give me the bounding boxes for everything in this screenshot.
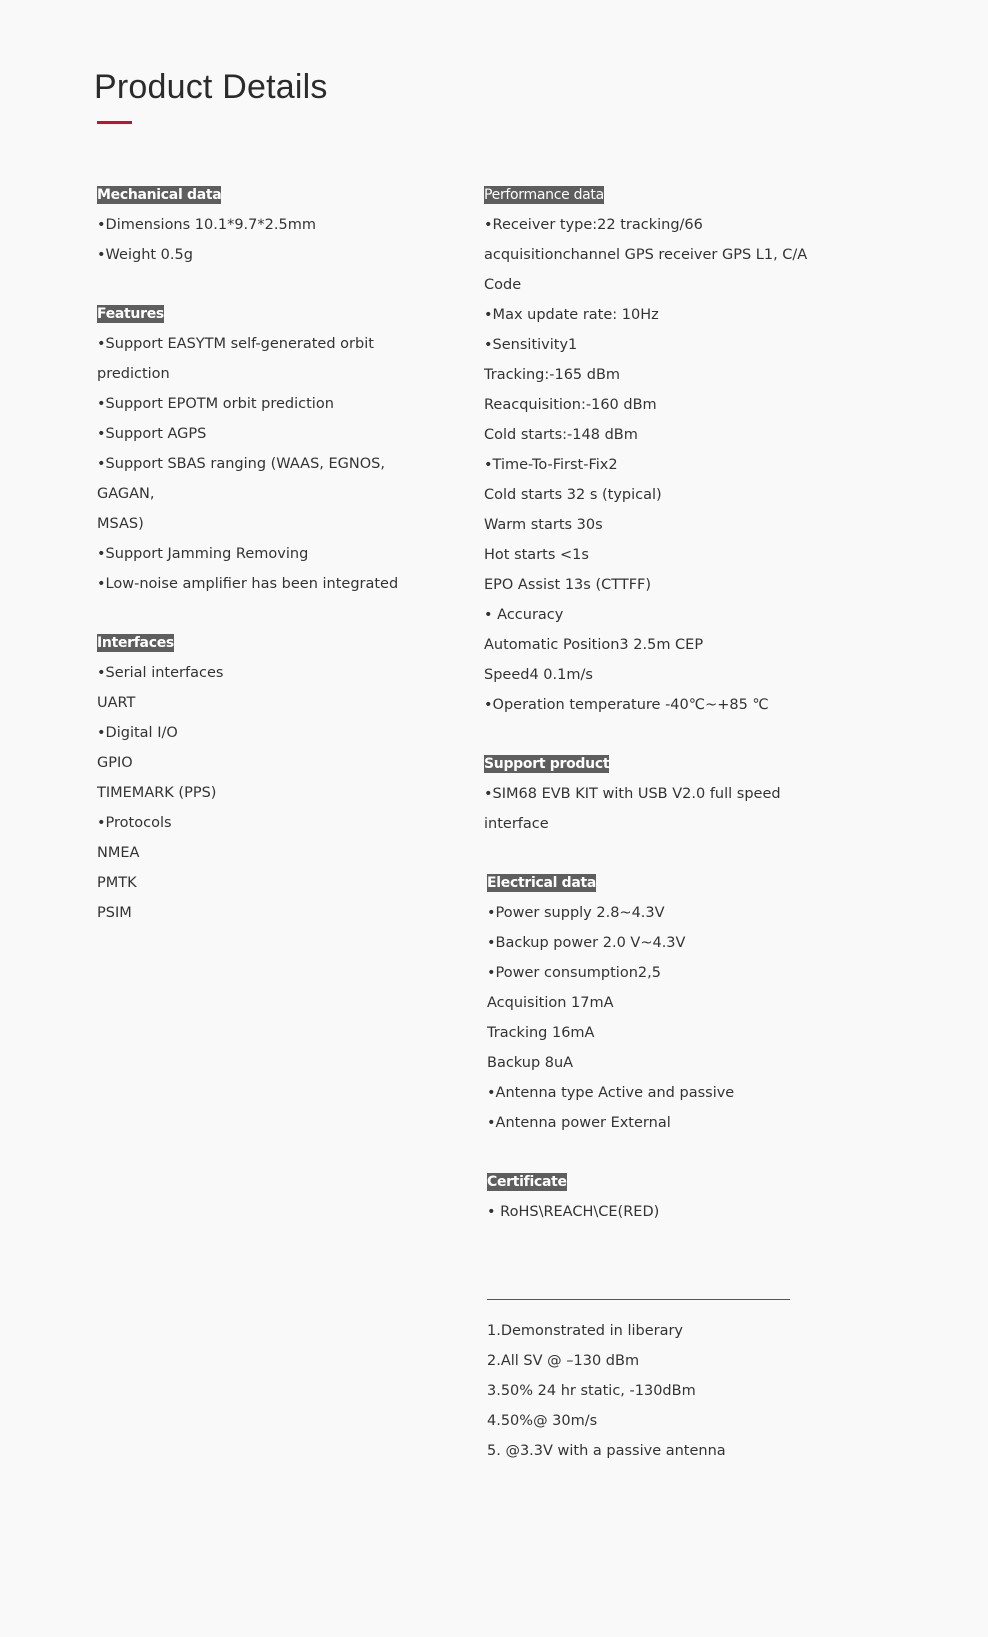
spec-line: Cold starts:-148 dBm (484, 427, 638, 443)
section-heading: Mechanical data (97, 187, 222, 203)
spec-line: •SIM68 EVB KIT with USB V2.0 full speed (484, 786, 781, 802)
spec-line: •Dimensions 10.1*9.7*2.5mm (97, 217, 316, 233)
spec-line: interface (484, 816, 549, 832)
spec-line: EPO Assist 13s (CTTFF) (484, 577, 652, 593)
spec-line: Warm starts 30s (484, 517, 603, 533)
spec-line: •Power consumption2,5 (487, 965, 661, 981)
footnote-line: 1.Demonstrated in liberary (487, 1323, 684, 1339)
page-title: Product Details (94, 68, 328, 106)
mechanical-data-section (97, 181, 427, 270)
spec-line: MSAS) (97, 516, 144, 532)
spec-line: Tracking:-165 dBm (484, 367, 621, 383)
spec-line: •Antenna power External (487, 1115, 671, 1131)
footnote-line: 5. @3.3V with a passive antenna (487, 1443, 726, 1459)
spec-line: •Max update rate: 10Hz (484, 307, 659, 323)
performance-data-section (484, 181, 808, 720)
spec-line: Tracking 16mA (487, 1025, 595, 1041)
title-accent-bar (97, 121, 132, 124)
spec-line: •Protocols (97, 815, 172, 831)
spec-line: • Accuracy (484, 607, 564, 623)
footnote-line: 2.All SV @ –130 dBm (487, 1353, 640, 1369)
footnote-line: 3.50% 24 hr static, -130dBm (487, 1383, 696, 1399)
spec-line: PSIM (97, 905, 132, 921)
spec-line: •Antenna type Active and passive (487, 1085, 735, 1101)
spec-line: Cold starts 32 s (typical) (484, 487, 662, 503)
spec-line: Hot starts <1s (484, 547, 589, 563)
section-heading: Certificate (487, 1174, 567, 1190)
electrical-data-section (484, 869, 804, 1138)
section-heading: Features (97, 306, 164, 322)
spec-line: •Support EASYTM self-generated orbit (97, 336, 374, 352)
right-column (484, 181, 808, 1496)
spec-line: PMTK (97, 875, 137, 891)
spec-line: Code (484, 277, 522, 293)
spec-line: •Weight 0.5g (97, 247, 193, 263)
spec-line: UART (97, 695, 136, 711)
section-heading: Support product (484, 756, 610, 772)
spec-line: •Support Jamming Removing (97, 546, 309, 562)
features-section (97, 300, 427, 599)
spec-line: TIMEMARK (PPS) (97, 785, 217, 801)
interfaces-section (97, 629, 427, 928)
spec-line: •Power supply 2.8~4.3V (487, 905, 665, 921)
spec-line: GAGAN, (97, 486, 155, 502)
spec-line: •Digital I/O (97, 725, 178, 741)
section-heading: Interfaces (97, 635, 174, 651)
spec-line: Reacquisition:-160 dBm (484, 397, 657, 413)
footnote-divider (487, 1299, 790, 1300)
spec-line: • RoHS\REACH\CE(RED) (487, 1204, 660, 1220)
spec-line: •Backup power 2.0 V~4.3V (487, 935, 686, 951)
section-heading: Performance data (484, 187, 604, 203)
left-column (97, 181, 427, 958)
spec-line: •Low-noise amplifier has been integrated (97, 576, 399, 592)
spec-line: •Time-To-First-Fix2 (484, 457, 618, 473)
spec-line: •Support SBAS ranging (WAAS, EGNOS, (97, 456, 385, 472)
spec-line: •Support AGPS (97, 426, 207, 442)
spec-line: •Support EPOTM orbit prediction (97, 396, 334, 412)
spec-line: •Receiver type:22 tracking/66 (484, 217, 703, 233)
certificate-section (484, 1168, 804, 1227)
spec-line: Backup 8uA (487, 1055, 574, 1071)
spec-line: Acquisition 17mA (487, 995, 614, 1011)
support-product-section (484, 750, 804, 839)
spec-line: Speed4 0.1m/s (484, 667, 593, 683)
footnotes-section (484, 1316, 804, 1466)
spec-line: •Serial interfaces (97, 665, 224, 681)
spec-line: Automatic Position3 2.5m CEP (484, 637, 704, 653)
spec-line: acquisitionchannel GPS receiver GPS L1, C/A (484, 247, 808, 263)
spec-line: •Operation temperature -40℃~+85 ℃ (484, 697, 769, 713)
spec-line: prediction (97, 366, 170, 382)
footnote-line: 4.50%@ 30m/s (487, 1413, 598, 1429)
spec-line: NMEA (97, 845, 140, 861)
section-heading: Electrical data (487, 875, 597, 891)
spec-line: GPIO (97, 755, 133, 771)
spec-line: •Sensitivity1 (484, 337, 578, 353)
